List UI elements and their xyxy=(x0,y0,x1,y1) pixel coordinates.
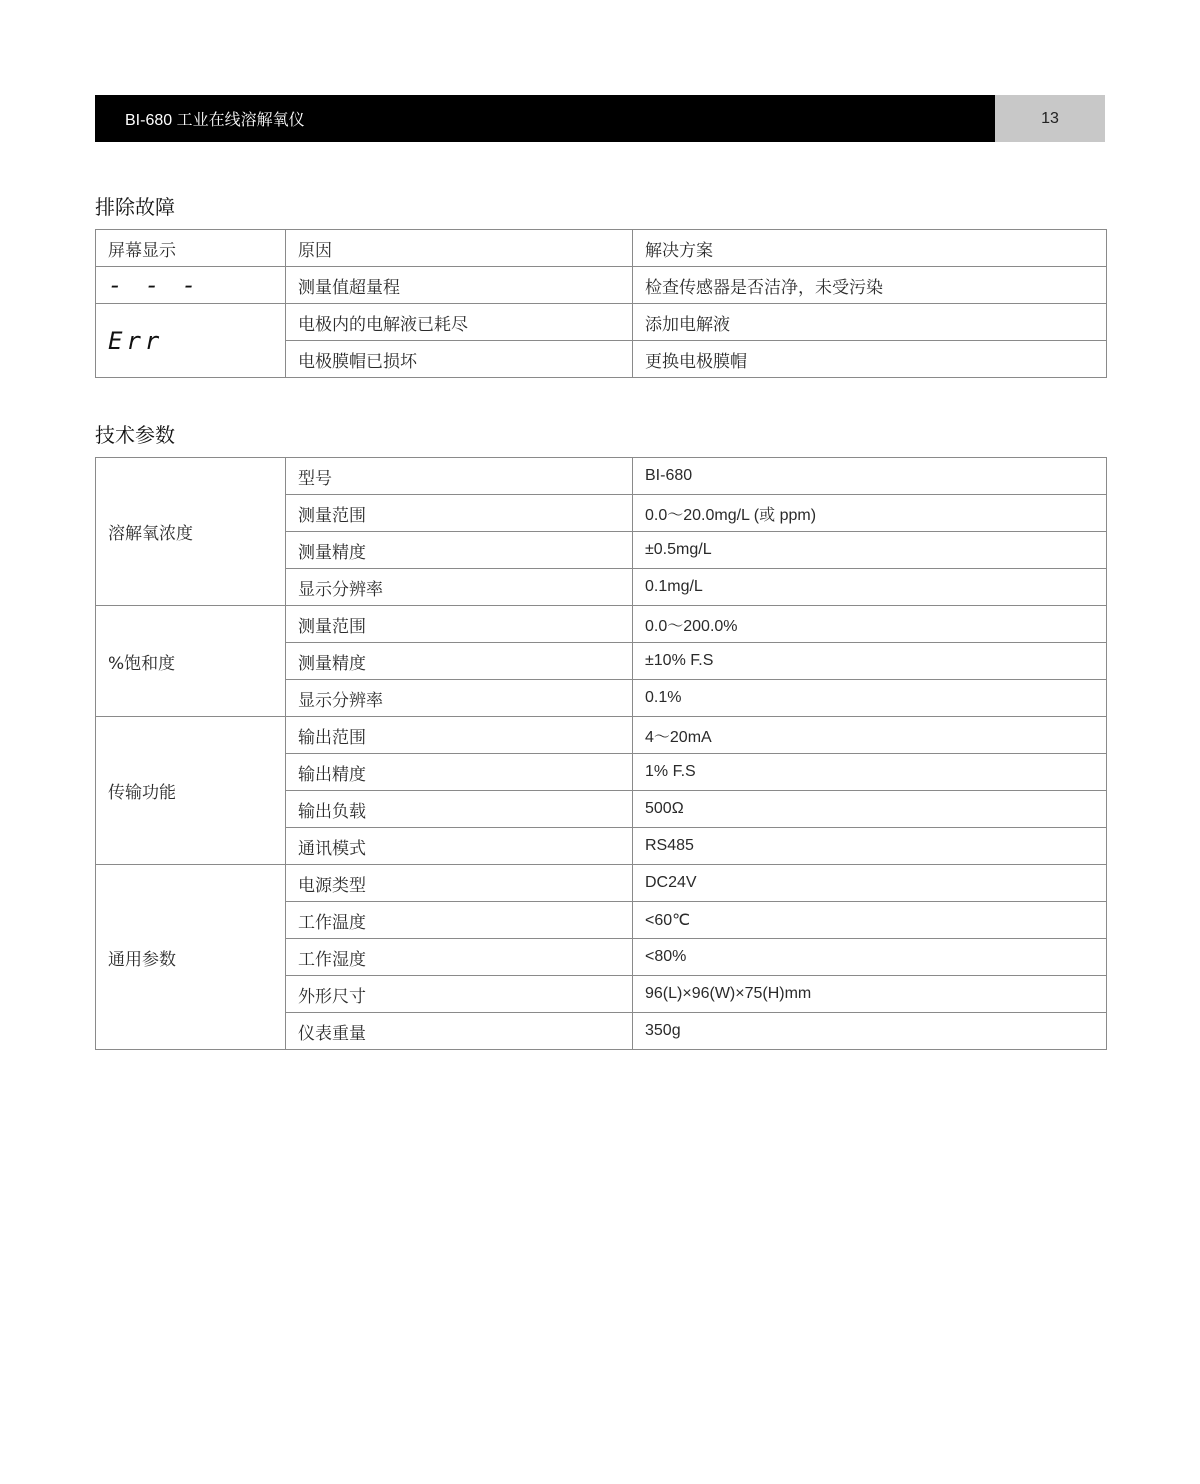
table-row xyxy=(96,606,1107,643)
document-title: BI-680 工业在线溶解氧仪 xyxy=(95,95,995,142)
spec-label: 显示分辨率 xyxy=(286,680,633,717)
specs-title: 技术参数 xyxy=(95,423,175,447)
spec-label: 测量精度 xyxy=(286,532,633,569)
spec-value: 350g xyxy=(633,1013,1107,1050)
segment-display-err: Err xyxy=(108,326,164,355)
spec-label: 型号 xyxy=(286,458,633,495)
spec-value: <80% xyxy=(633,939,1107,976)
specs-table xyxy=(95,457,1107,1050)
group-name: 传输功能 xyxy=(96,717,286,865)
spec-value: 1% F.S xyxy=(633,754,1107,791)
cause-cell: 测量值超量程 xyxy=(286,267,633,304)
troubleshooting-table xyxy=(95,229,1107,378)
spec-value: 0.1mg/L xyxy=(633,569,1107,606)
spec-label: 输出负载 xyxy=(286,791,633,828)
spec-value: 96(L)×96(W)×75(H)mm xyxy=(633,976,1107,1013)
column-header-solution: 解决方案 xyxy=(633,230,1107,267)
spec-label: 测量范围 xyxy=(286,606,633,643)
display-cell xyxy=(96,267,286,304)
spec-value: ±10% F.S xyxy=(633,643,1107,680)
spec-label: 电源类型 xyxy=(286,865,633,902)
page-header xyxy=(95,95,1105,142)
display-cell xyxy=(96,304,286,378)
column-header-display: 屏幕显示 xyxy=(96,230,286,267)
table-row xyxy=(96,304,1107,341)
table-header-row xyxy=(96,230,1107,267)
solution-cell: 添加电解液 xyxy=(633,304,1107,341)
spec-value: ±0.5mg/L xyxy=(633,532,1107,569)
spec-value: DC24V xyxy=(633,865,1107,902)
spec-value: 4～20mA xyxy=(633,717,1107,754)
spec-value: 500Ω xyxy=(633,791,1107,828)
spec-value: BI-680 xyxy=(633,458,1107,495)
spec-value: 0.0～200.0% xyxy=(633,606,1107,643)
spec-label: 通讯模式 xyxy=(286,828,633,865)
page-number: 13 xyxy=(995,95,1105,142)
cause-cell: 电极内的电解液已耗尽 xyxy=(286,304,633,341)
segment-display-dashes: - - - xyxy=(108,271,201,299)
cause-cell: 电极膜帽已损坏 xyxy=(286,341,633,378)
group-name: 通用参数 xyxy=(96,865,286,1050)
spec-value: 0.1% xyxy=(633,680,1107,717)
spec-value: RS485 xyxy=(633,828,1107,865)
spec-label: 测量范围 xyxy=(286,495,633,532)
group-name: %饱和度 xyxy=(96,606,286,717)
solution-cell: 检查传感器是否洁净，未受污染 xyxy=(633,267,1107,304)
spec-label: 显示分辨率 xyxy=(286,569,633,606)
table-row xyxy=(96,717,1107,754)
solution-cell: 更换电极膜帽 xyxy=(633,341,1107,378)
spec-label: 输出精度 xyxy=(286,754,633,791)
spec-label: 输出范围 xyxy=(286,717,633,754)
spec-label: 工作温度 xyxy=(286,902,633,939)
troubleshooting-title: 排除故障 xyxy=(95,195,175,219)
spec-label: 仪表重量 xyxy=(286,1013,633,1050)
table-row xyxy=(96,865,1107,902)
table-row xyxy=(96,267,1107,304)
column-header-cause: 原因 xyxy=(286,230,633,267)
spec-label: 外形尺寸 xyxy=(286,976,633,1013)
spec-label: 测量精度 xyxy=(286,643,633,680)
spec-value: <60℃ xyxy=(633,902,1107,939)
table-row xyxy=(96,458,1107,495)
spec-value: 0.0～20.0mg/L (或 ppm) xyxy=(633,495,1107,532)
group-name: 溶解氧浓度 xyxy=(96,458,286,606)
spec-label: 工作湿度 xyxy=(286,939,633,976)
